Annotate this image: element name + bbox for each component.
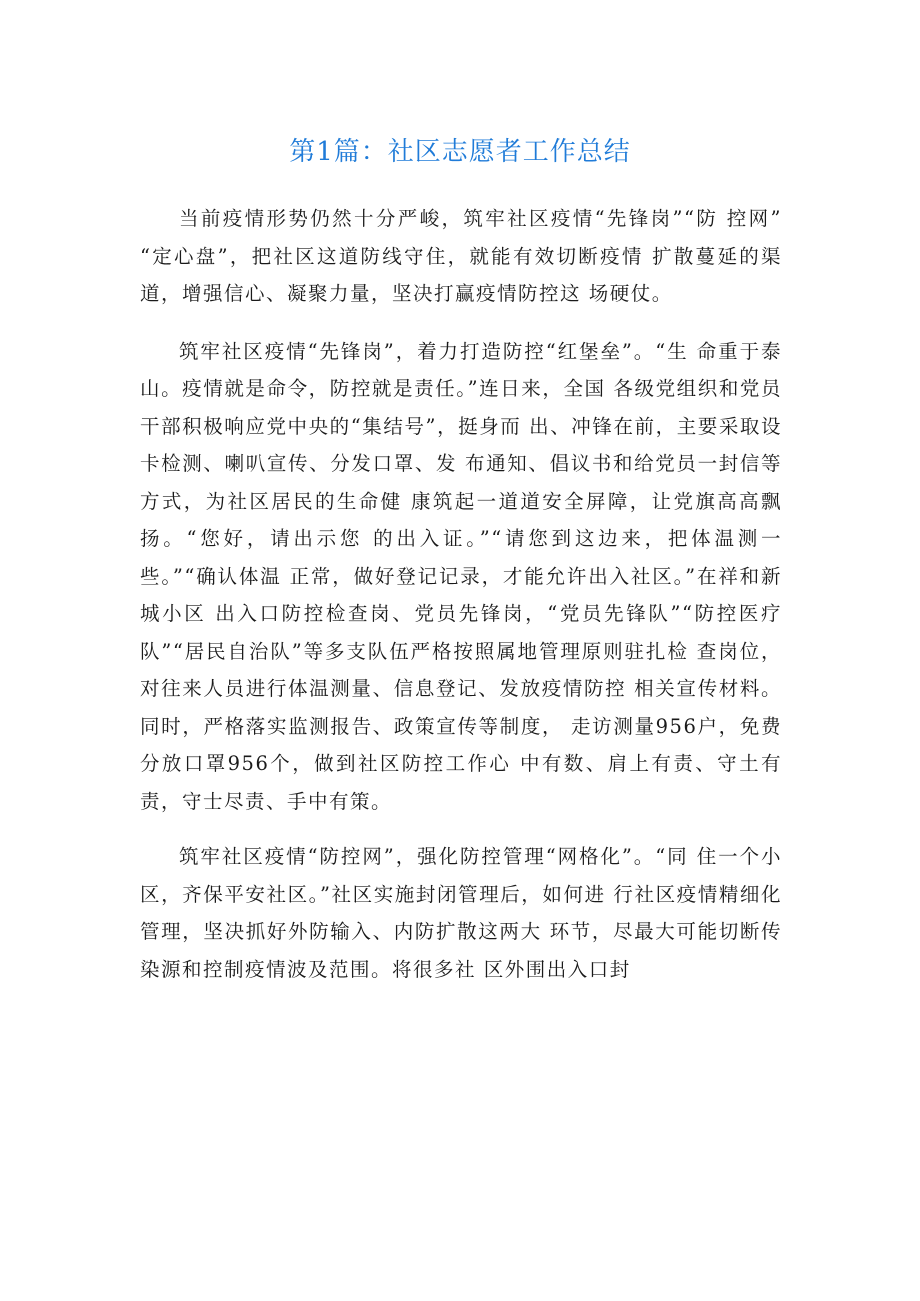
paragraph-1: 当前疫情形势仍然十分严峻，筑牢社区疫情“先锋岗”“防 控网” “定心盘”，把社区这道防线守住，就能有效切断疫情 扩散蔓延的渠道，增强信心、凝聚力量，坚决打赢疫情防控这 场硬仗。 <box>140 207 782 305</box>
paragraph-2: 筑牢社区疫情“先锋岗”，着力打造防控“红堡垒”。“生 命重于泰山。疫情就是命令，防控就是责任。”连日来，全国 各级党组织和党员干部积极响应党中央的“集结号”，挺身而 出、冲锋在前，主要采取设卡检测、喇叭宣传、分发口罩、发 布通知、倡议书和给党员一封信等方式，为社区居民的生命健 康筑起一道道安全屏障，让党旗高高飘扬。“您好，请出示您 的出入证。”“请您到这边来，把体温测一些。”“确认体温 正常，做好登记记录，才能允许出入社区。”在祥和新城小区 出入口防控检查岗、党员先锋岗，“党员先锋队”“防控医疗 队”“居民自治队”等多支队伍严格按照属地管理原则驻扎检 查岗位，对往来人员进行体温测量、信息登记、发放疫情防控 相关宣传材料。同时，严格落实监测报告、政策宣传等制度， 走访测量956户，免费分放口罩956个，做到社区防控工作心 中有数、肩上有责、守土有责，守士尽责、手中有策。 <box>140 339 782 813</box>
document-body <box>140 200 782 1006</box>
document-title: 第1篇：社区志愿者工作总结 <box>289 137 631 167</box>
paragraph-3: 筑牢社区疫情“防控网”，强化防控管理“网格化”。“同 住一个小区，齐保平安社区。”社区实施封闭管理后，如何进 行社区疫情精细化管理，坚决抓好外防输入、内防扩散这两大 环节，尽最大可能切断传染源和控制疫情波及范围。将很多社 区外围出入口封 <box>140 845 782 981</box>
